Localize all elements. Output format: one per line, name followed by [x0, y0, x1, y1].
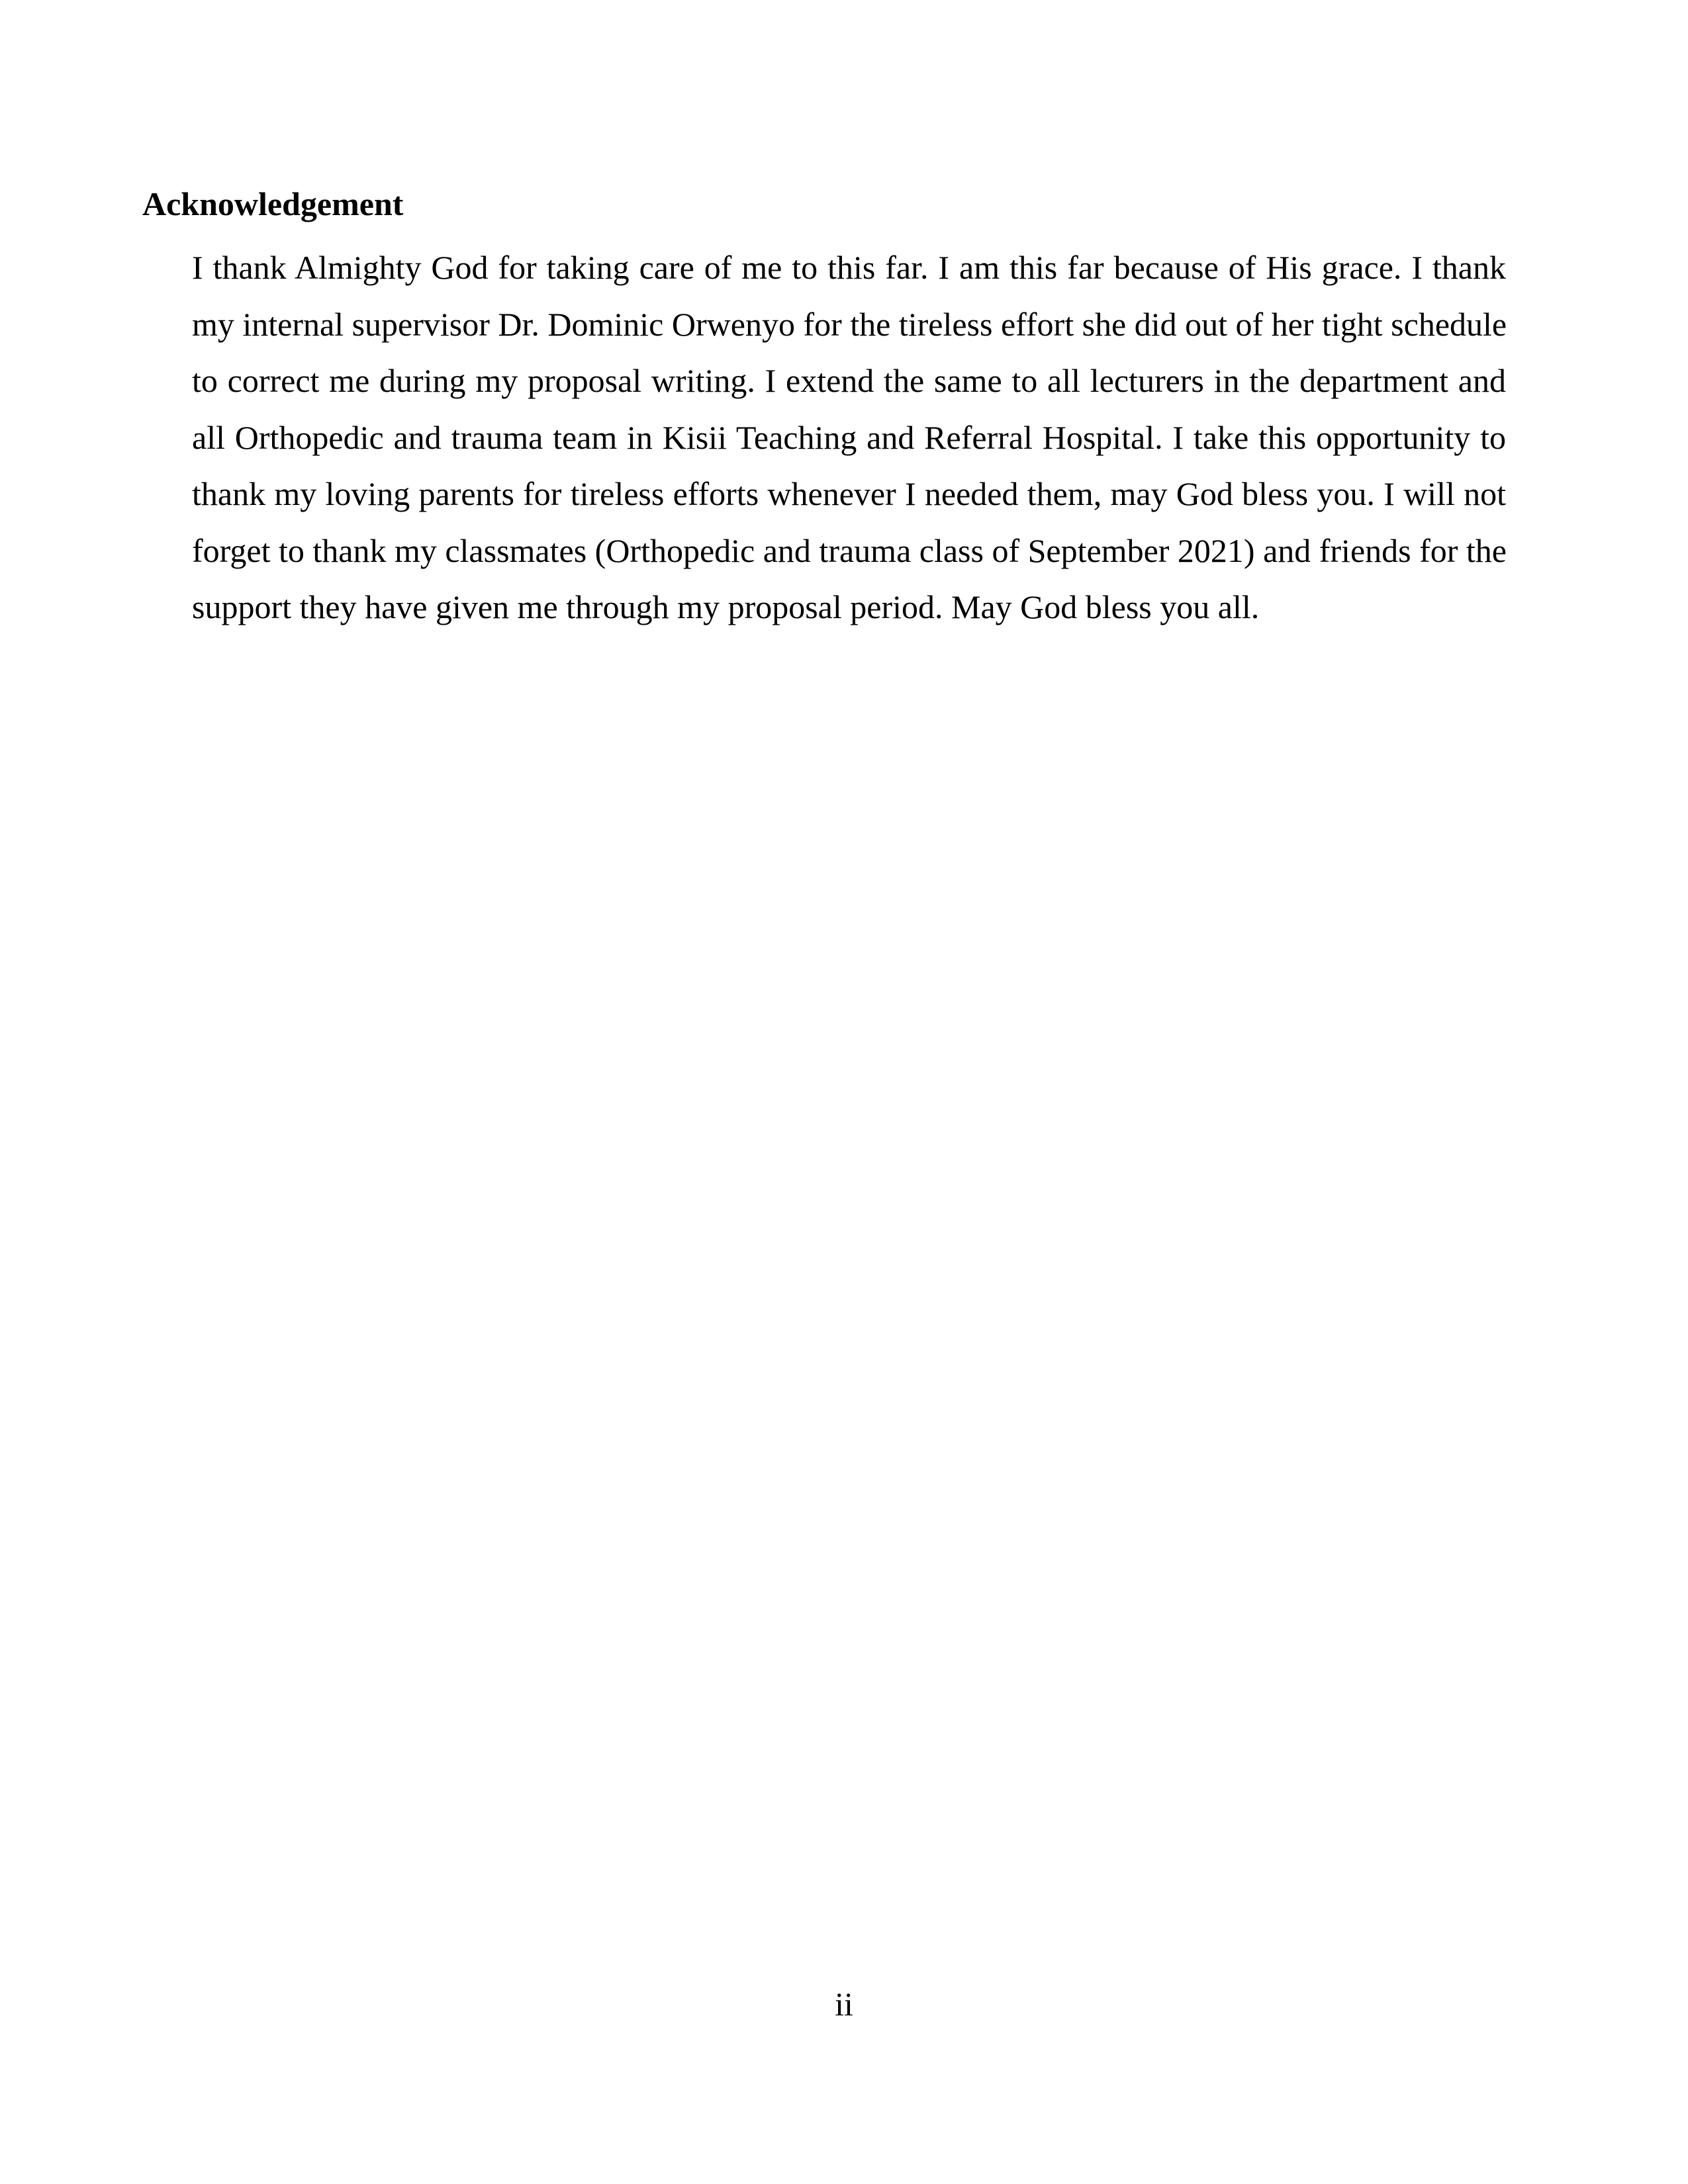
acknowledgement-paragraph — [192, 240, 1506, 636]
paragraph-line: support they have given me through my proposal period. May God bless you all. — [192, 588, 1260, 625]
paragraph-line: all Orthopedic and trauma team in Kisii Teaching and Referral Hospital. I take this opportunity to — [192, 418, 1506, 456]
page-number: ii — [835, 1985, 853, 2023]
paragraph-line: to correct me during my proposal writing. I extend the same to all lecturers in the department and — [192, 362, 1506, 399]
paragraph-line: forget to thank my classmates (Orthopedic and trauma class of September 2021) and friends for the — [192, 531, 1507, 569]
paragraph-line: my internal supervisor Dr. Dominic Orwenyo for the tireless effort she did out of her tight schedule — [192, 305, 1507, 343]
page-title: Acknowledgement — [142, 185, 404, 222]
paragraph-line: I thank Almighty God for taking care of me to this far. I am this far because of His grace. I thank — [192, 249, 1506, 286]
paragraph-line: thank my loving parents for tireless efforts whenever I needed them, may God bless you. I will not — [192, 475, 1506, 512]
